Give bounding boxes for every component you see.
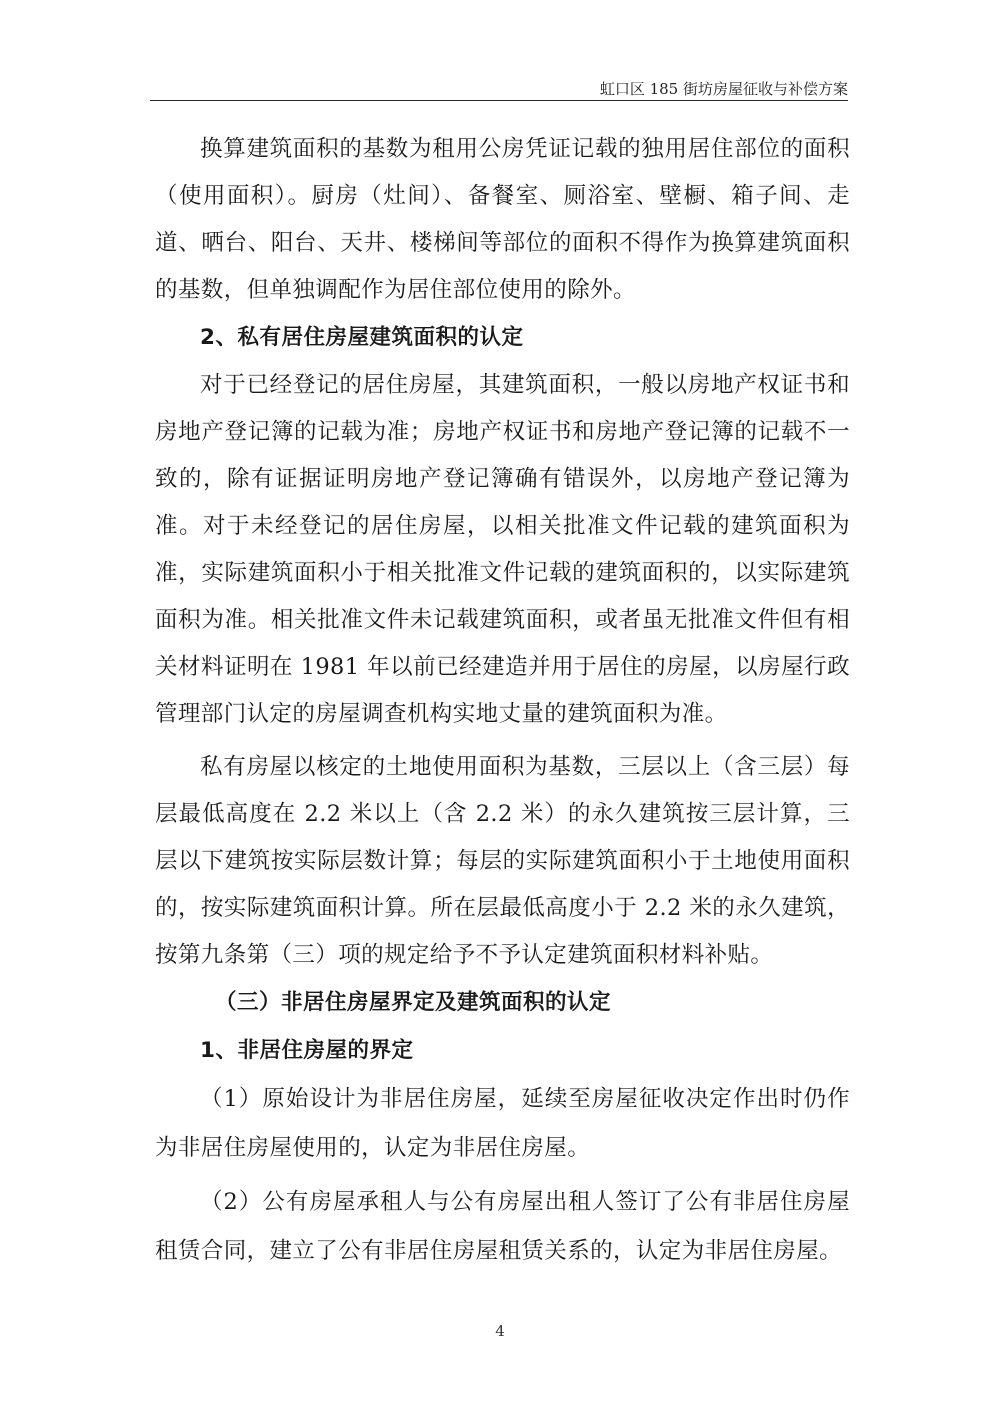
header-title: 虹口区 185 街坊房屋征收与补偿方案 [599,80,848,98]
heading-non-residential: （三）非居住房屋界定及建筑面积的认定 [215,990,612,1015]
page-header [150,74,848,101]
paragraph-item-1: （1）原始设计为非居住房屋，延续至房屋征收决定作出时仍作为非居住房屋使用的，认定为非居住房屋。 [155,1086,850,1161]
paragraph-registered-housing: 对于已经登记的居住房屋，其建筑面积，一般以房地产权证书和房地产登记簿的记载为准；房地产权证书和房地产登记簿的记载不一致的，除有证据证明房地产登记簿确有错误外，以房地产登记簿为准。对于未经登记的居住房屋，以相关批准文件记载的建筑面积为准，实际建筑面积小于相关批准文件记载的建筑面积的，以实际建筑面积为准。相关批准文件未记载建筑面积，或者虽无批准文件但有相关材料证明在 1981 年以前已经建造并用于居住的房屋，以房屋行政管理部门认定的房屋调查机构实地丈量的建筑面积为准。 [155,372,850,727]
document-body [155,126,850,1275]
heading-non-residential-definition: 1、非居住房屋的界定 [200,1038,414,1063]
heading-private-residential-area: 2、私有居住房屋建筑面积的认定 [200,325,524,350]
paragraph-item-2: （2）公有房屋承租人与公有房屋出租人签订了公有非居住房屋租赁合同，建立了公有非居住房屋租赁关系的，认定为非居住房屋。 [155,1189,850,1264]
paragraph-area-base: 换算建筑面积的基数为租用公房凭证记载的独用居住部位的面积（使用面积）。厨房（灶间）、备餐室、厕浴室、壁橱、箱子间、走道、晒台、阳台、天井、楼梯间等部位的面积不得作为换算建筑面积的基数，但单独调配作为居住部位使用的除外。 [155,136,850,303]
page-number: 4 [495,1322,505,1340]
paragraph-private-housing-floors: 私有房屋以核定的土地使用面积为基数，三层以上（含三层）每层最低高度在 2.2 米以上（含 2.2 米）的永久建筑按三层计算，三层以下建筑按实际层数计算；每层的实际建筑面积小于土地使用面积的，按实际建筑面积计算。所在层最低高度小于 2.2 米的永久建筑，按第九条第（三）项的规定给予不予认定建筑面积材料补贴。 [155,754,850,968]
